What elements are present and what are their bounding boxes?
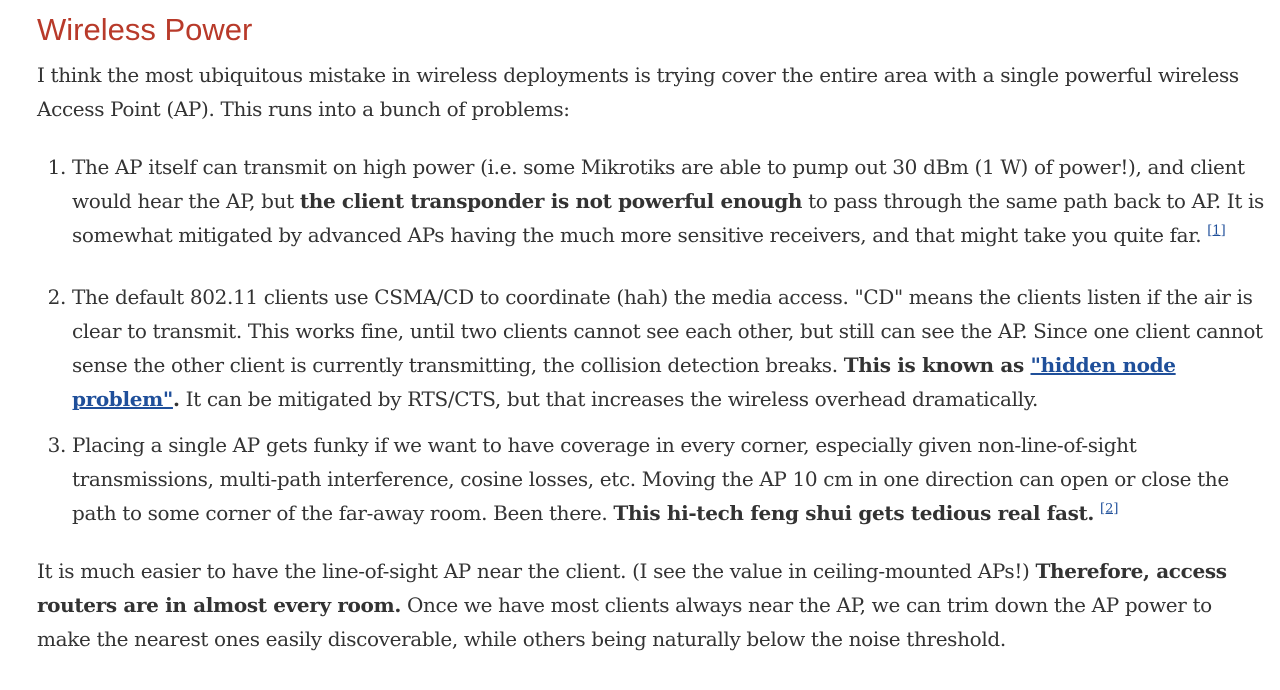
outro-paragraph <box>37 554 1265 656</box>
problem-3-bold-text: This hi-tech feng shui gets tedious real fast. <box>613 501 1094 525</box>
footnote-link-1[interactable]: [1] <box>1207 223 1226 239</box>
problem-2-text-after: It can be mitigated by RTS/CTS, but that increases the wireless overhead dramatically. <box>179 387 1039 411</box>
problem-2-bold-lead: This is known as <box>843 353 1031 377</box>
footnote-link-2[interactable]: [2] <box>1100 501 1119 517</box>
intro-paragraph: I think the most ubiquitous mistake in wireless deployments is trying cover the entire area with a single powerful wireless Access Point (AP). This runs into a bunch of problems: <box>37 63 1239 121</box>
outro-text-before: It is much easier to have the line-of-sight AP near the client. (I see the value in ceiling-mounted APs!) <box>37 559 1036 583</box>
problem-2-bold-end: . <box>172 387 180 411</box>
footnote-ref-2 <box>1100 501 1118 516</box>
problem-3-text-before: Placing a single AP gets funky if we want to have coverage in every corner, especially given non-line-of-sight transmissions, multi-path interference, cosine losses, etc. Moving the AP 10 cm in one direction can open or close the path to some corner of the far-away room. Been there. <box>72 433 1229 525</box>
section-heading: Wireless Power <box>37 12 253 47</box>
list-item-problem-2 <box>72 280 1265 416</box>
problem-2-text-before: The default 802.11 clients use CSMA/CD to coordinate (hah) the media access. "CD" means the clients listen if the air is clear to transmit. This works fine, until two clients cannot see each other, but still can see the AP. Since one client cannot sense the other client is currently transmitting, the collision detection breaks. <box>72 285 1263 377</box>
list-item-problem-1 <box>72 150 1265 252</box>
problem-1-bold-text: the client transponder is not powerful enough <box>299 189 803 213</box>
hidden-node-problem-link[interactable]: "hidden node problem" <box>72 353 1176 411</box>
problems-list <box>37 150 1265 530</box>
footnote-ref-1 <box>1207 223 1225 238</box>
outro-text-after: Once we have most clients always near the AP, we can trim down the AP power to make the nearest ones easily discoverable, while others being naturally below the noise threshold. <box>37 593 1212 651</box>
article-section <box>37 0 1265 656</box>
problem-1-text-after: to pass through the same path back to AP. It is somewhat mitigated by advanced APs having the much more sensitive receivers, and that might take you quite far. <box>72 189 1264 247</box>
problem-1-text-before: The AP itself can transmit on high power (i.e. some Mikrotiks are able to pump out 30 dBm (1 W) of power!), and client would hear the AP, but <box>72 155 1245 213</box>
list-item-problem-3 <box>72 428 1265 530</box>
outro-bold-text: Therefore, access routers are in almost every room. <box>37 559 1227 617</box>
